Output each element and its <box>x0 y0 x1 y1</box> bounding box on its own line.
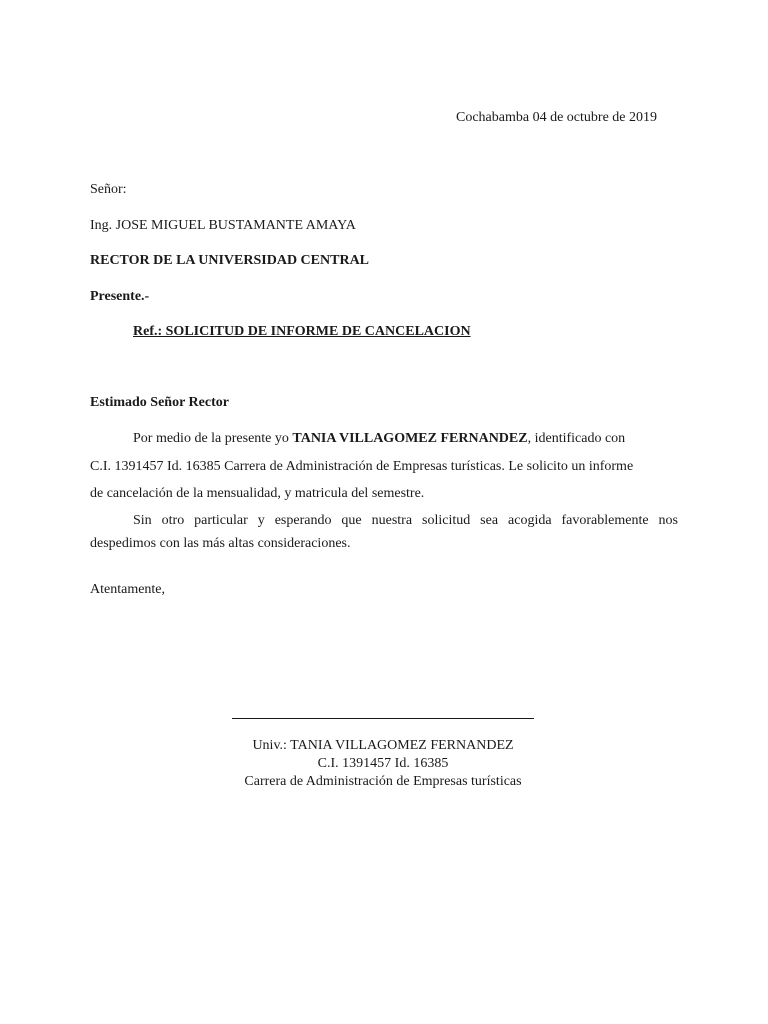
body-intro-text: Por medio de la presente yo <box>133 431 293 446</box>
body-paragraph-1-line-3: de cancelación de la mensualidad, y matricula del semestre. <box>90 486 425 501</box>
greeting: Estimado Señor Rector <box>90 395 229 410</box>
body-paragraph-1-line-1 <box>133 430 625 448</box>
body-paragraph-2-line-1: Sin otro particular y esperando que nuestra solicitud sea acogida favorablemente nos <box>133 513 678 528</box>
presente-line: Presente.- <box>90 289 150 304</box>
signature-line <box>232 718 534 719</box>
closing: Atentamente, <box>90 582 166 597</box>
body-after-name-text: , identificado con <box>527 431 626 446</box>
recipient-position: RECTOR DE LA UNIVERSIDAD CENTRAL <box>90 253 370 268</box>
place-date: Cochabamba 04 de octubre de 2019 <box>456 110 657 125</box>
body-paragraph-1-line-2: C.I. 1391457 Id. 16385 Carrera de Administración de Empresas turísticas. Le solicito un informe <box>90 459 634 474</box>
recipient-name: Ing. JOSE MIGUEL BUSTAMANTE AMAYA <box>90 218 356 233</box>
signature-career: Carrera de Administración de Empresas turísticas <box>244 774 522 789</box>
signature-id: C.I. 1391457 Id. 16385 <box>317 756 449 771</box>
body-paragraph-2-line-2: despedimos con las más altas consideraciones. <box>90 536 351 551</box>
student-name: TANIA VILLAGOMEZ FERNANDEZ <box>292 431 528 446</box>
salutation-title: Señor: <box>90 182 127 197</box>
reference-line: Ref.: SOLICITUD DE INFORME DE CANCELACION <box>133 324 471 339</box>
signature-name: Univ.: TANIA VILLAGOMEZ FERNANDEZ <box>252 738 514 753</box>
